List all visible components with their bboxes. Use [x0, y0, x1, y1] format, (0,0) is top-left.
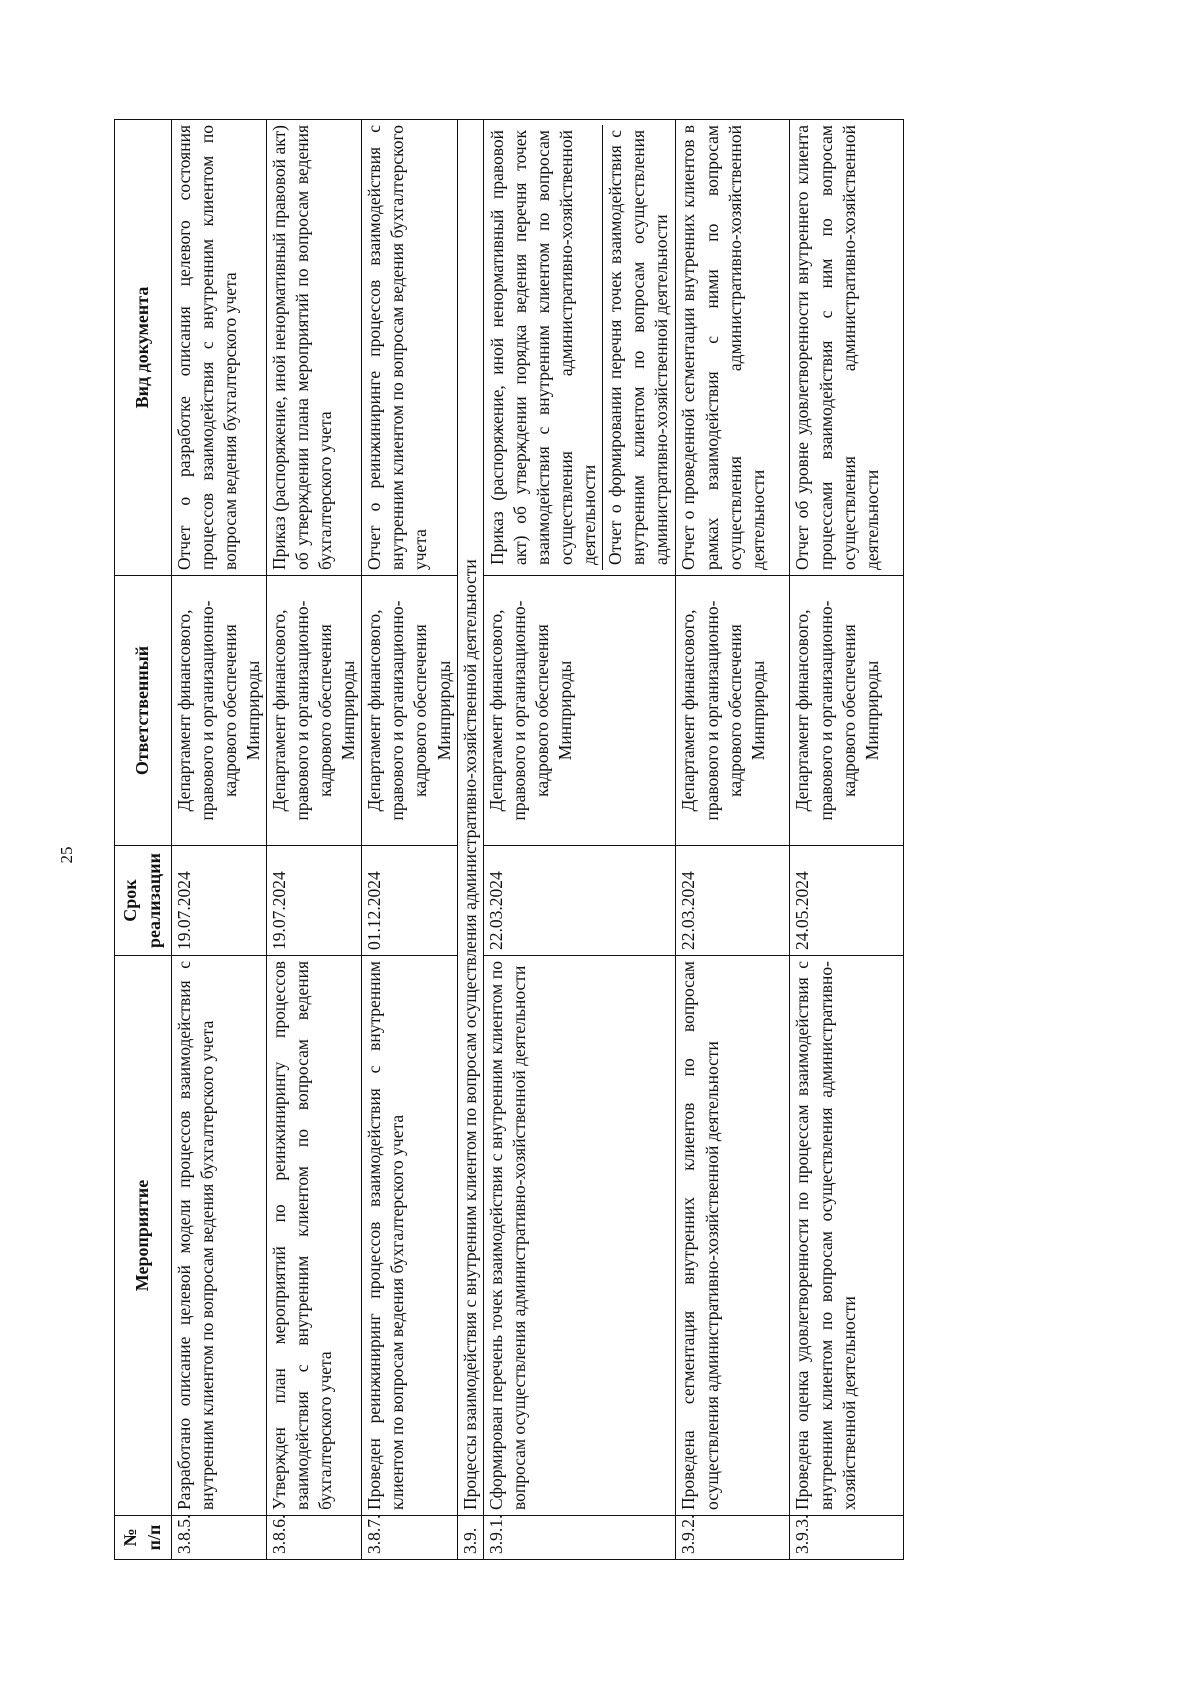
- row-date: 19.07.2024: [266, 846, 361, 956]
- header-doc-type: Вид документа: [115, 120, 172, 576]
- row-responsible: Департамент финансового, правового и организационно-кадрового обеспечения Минприроды: [676, 576, 790, 846]
- row-event: Сформирован перечень точек взаимодействия с внутренним клиентом по вопросам осуществления административно-хозяйственной деятельности: [483, 956, 676, 1516]
- header-date: Срок реализации: [115, 846, 172, 956]
- section-row: [457, 120, 483, 1560]
- row-responsible: Департамент финансового, правового и организационно-кадрового обеспечения Минприроды: [266, 576, 361, 846]
- row-responsible: Департамент финансового, правового и организационно-кадрового обеспечения Минприроды: [171, 576, 266, 846]
- measures-table: [114, 119, 904, 1560]
- row-date: 24.05.2024: [790, 846, 904, 956]
- row-date: 22.03.2024: [676, 846, 790, 956]
- header-num: № п/п: [115, 1516, 172, 1560]
- row-doc-type: Приказ (распоряжение, иной ненормативный правовой акт) об утверждении плана мероприятий по вопросам ведения бухгалтерского учета: [266, 120, 361, 576]
- row-num: 3.8.5.: [171, 1516, 266, 1560]
- row-doc-type: Отчет о разработке описания целевого состояния процессов взаимодействия с внутренним клиентом по вопросам ведения бухгалтерского учета: [171, 120, 266, 576]
- row-event: Разработано описание целевой модели процессов взаимодействия с внутренним клиентом по вопросам ведения бухгалтерского учета: [171, 956, 266, 1516]
- row-doc-type: Отчет об уровне удовлетворенности внутреннего клиента процессами взаимодействия с ним по вопросам осуществления административно-хозяйственной деятельности: [790, 120, 904, 576]
- row-event: Проведена сегментация внутренних клиентов по вопросам осуществления административно-хозяйственной деятельности: [676, 956, 790, 1516]
- table-row: [362, 120, 457, 1560]
- row-event: Проведен реинжиниринг процессов взаимодействия с внутренним клиентом по вопросам ведения бухгалтерского учета: [362, 956, 457, 1516]
- row-num: 3.9.3.: [790, 1516, 904, 1560]
- page-number: 25: [57, 846, 76, 864]
- row-doc-type: Отчет о проведенной сегментации внутренних клиентов в рамках взаимодействия с ними по вопросам осуществления административно-хозяйственной деятельности: [676, 120, 790, 576]
- row-num: 3.9.2.: [676, 1516, 790, 1560]
- table-row: [266, 120, 361, 1560]
- row-event: Утвержден план мероприятий по реинжинирингу процессов взаимодействия с внутренним клиентом по вопросам ведения бухгалтерского учета: [266, 956, 361, 1516]
- row-responsible: Департамент финансового, правового и организационно-кадрового обеспечения Минприроды: [362, 576, 457, 846]
- row-date: 22.03.2024: [483, 846, 676, 956]
- table-row: [171, 120, 266, 1560]
- row-responsible: Департамент финансового, правового и организационно-кадрового обеспечения Минприроды: [483, 576, 676, 846]
- header-row: [115, 120, 172, 1560]
- header-responsible: Ответственный: [115, 576, 172, 846]
- rotated-page-content: [114, 120, 1114, 1560]
- row-doc-type: Отчет о реинжиниринге процессов взаимодействия с внутренним клиентом по вопросам ведения бухгалтерского учета: [362, 120, 457, 576]
- doc-type-report: Отчет о формировании перечня точек взаимодействия с внутренним клиентом по вопросам осуществления административно-хозяйственной деятельности: [602, 125, 674, 570]
- table-row: [790, 120, 904, 1560]
- row-num: 3.8.7.: [362, 1516, 457, 1560]
- row-num: 3.9.1.: [483, 1516, 676, 1560]
- row-event: Проведена оценка удовлетворенности по процессам взаимодействия с внутренним клиентом по вопросам осуществления административно-хозяйственной деятельности: [790, 956, 904, 1516]
- row-date: 19.07.2024: [171, 846, 266, 956]
- section-title: Процессы взаимодействия с внутренним клиентом по вопросам осуществления административно-хозяйственной деятельности: [457, 120, 483, 1516]
- header-event: Мероприятие: [115, 956, 172, 1516]
- section-num: 3.9.: [457, 1516, 483, 1560]
- table-row: [483, 120, 676, 1560]
- row-date: 01.12.2024: [362, 846, 457, 956]
- doc-type-order: Приказ (распоряжение, иной ненормативный правовой акт) об утверждении порядка ведения перечня точек взаимодействия с внутренним клиентом по вопросам осуществления административно-хозяйственной деятельности: [486, 130, 600, 565]
- table-row: [676, 120, 790, 1560]
- row-doc-type: [483, 120, 676, 576]
- row-responsible: Департамент финансового, правового и организационно-кадрового обеспечения Минприроды: [790, 576, 904, 846]
- row-num: 3.8.6.: [266, 1516, 361, 1560]
